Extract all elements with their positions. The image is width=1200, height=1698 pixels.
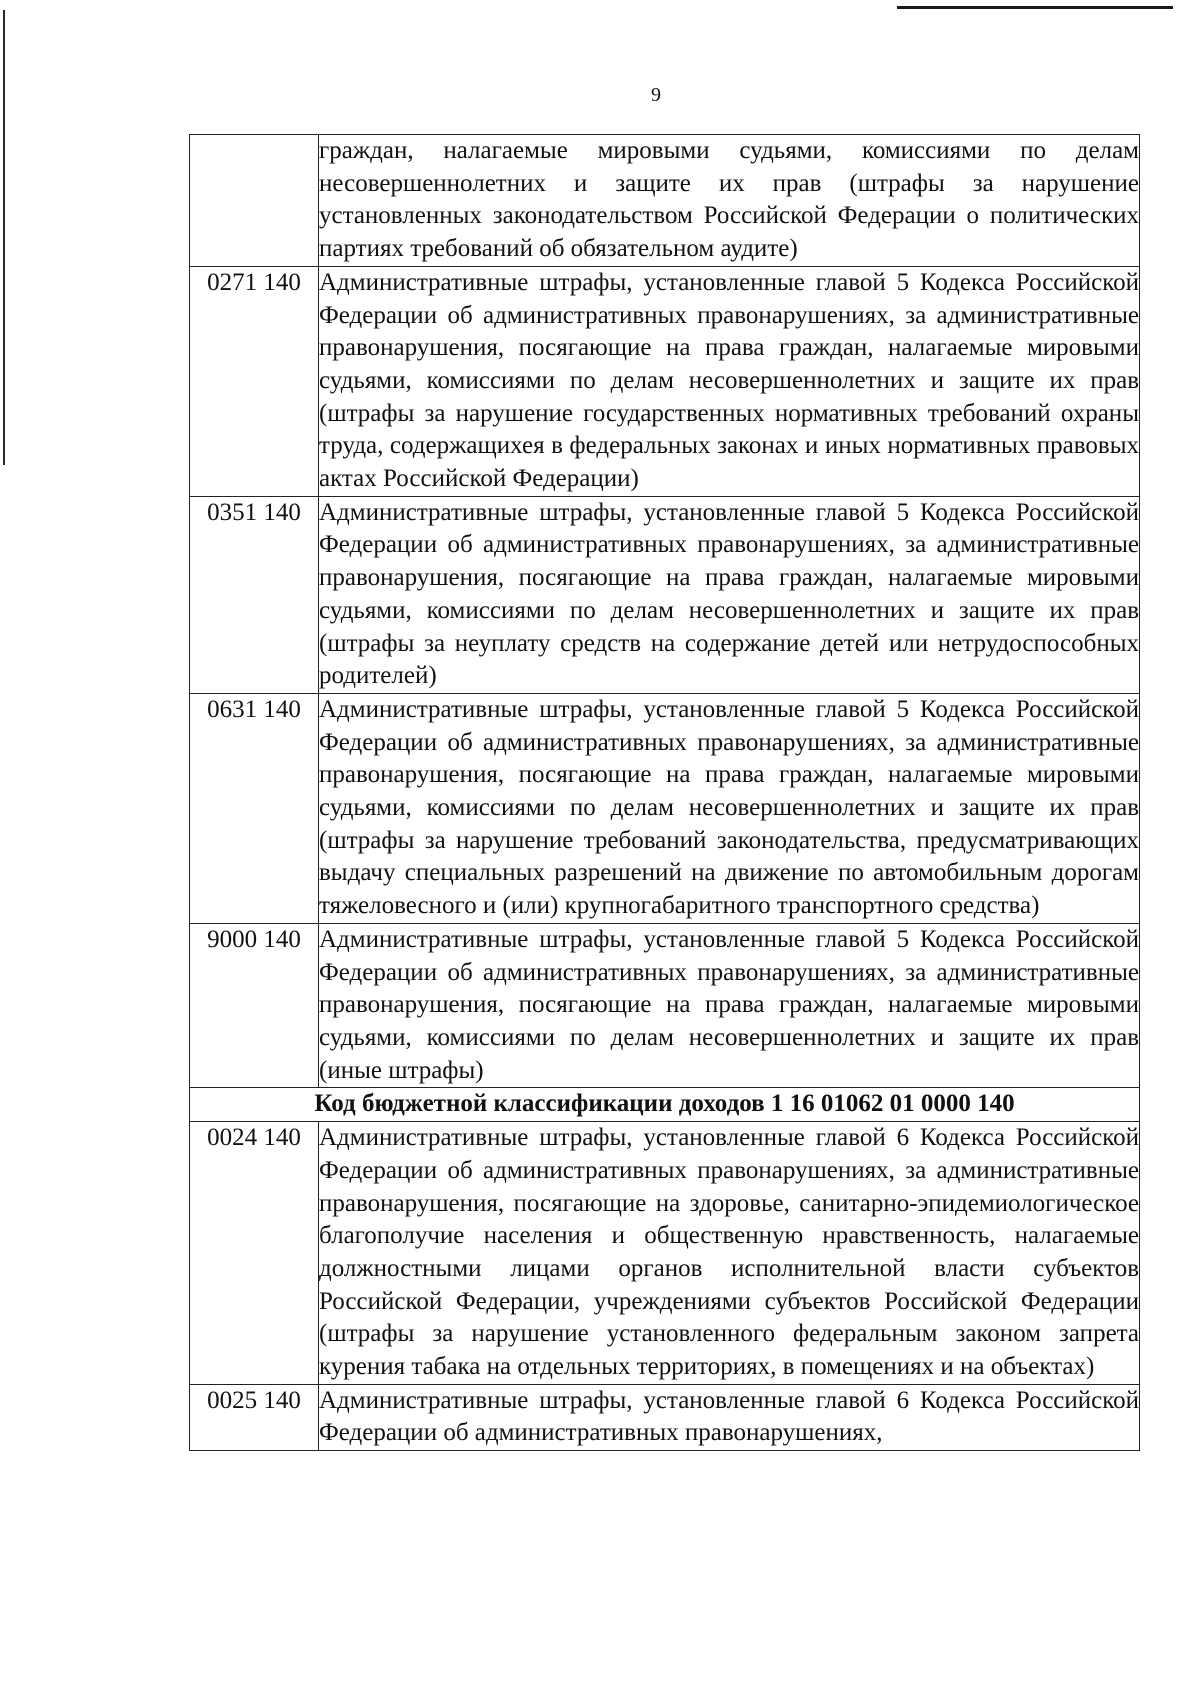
margin-scan-mark [3, 10, 5, 465]
section-heading-row [190, 1088, 1140, 1122]
row-code: 9000 140 [190, 923, 319, 1088]
row-code: 0631 140 [190, 693, 319, 923]
kbk-table [189, 134, 1140, 1451]
row-description: Административные штрафы, установленные главой 5 Кодекса Российской Федерации об административных правонарушениях, за административные правонарушения, посягающие на права граждан, налагаемые мировыми судьями, комиссиями по делам несовершеннолетних и защите их прав (штрафы за нарушение государственных нормативных требований охраны труда, содержащихея в федеральных законах и иных нормативных правовых актах Российской Федерации) [319, 266, 1140, 496]
page-number: 9 [651, 84, 661, 106]
table-row [190, 496, 1140, 693]
row-code: 0351 140 [190, 496, 319, 693]
row-code: 0025 140 [190, 1384, 319, 1450]
section-heading: Код бюджетной классификации доходов 1 16 01062 01 0000 140 [190, 1088, 1140, 1122]
row-code: 0271 140 [190, 266, 319, 496]
row-description: Административные штрафы, установленные главой 6 Кодекса Российской Федерации об административных правонарушениях, [319, 1384, 1140, 1450]
row-description: Административные штрафы, установленные главой 6 Кодекса Российской Федерации об административных правонарушениях, за административные правонарушения, посягающие на здоровье, санитарно-эпидемиологическое благополучие населения и общественную нравственность, налагаемые должностными лицами органов исполнительной власти субъектов Российской Федерации, учреждениями субъектов Российской Федерации (штрафы за нарушение установленного федеральным законом запрета курения табака на отдельных территориях, в помещениях и на объектах) [319, 1122, 1140, 1385]
row-description: Административные штрафы, установленные главой 5 Кодекса Российской Федерации об административных правонарушениях, за административные правонарушения, посягающие на права граждан, налагаемые мировыми судьями, комиссиями по делам несовершеннолетних и защите их прав (штрафы за неуплату средств на содержание детей или нетрудоспособных родителей) [319, 496, 1140, 693]
table-row [190, 1384, 1140, 1450]
row-description: граждан, налагаемые мировыми судьями, комиссиями по делам несовершеннолетних и защите их прав (штрафы за нарушение установленных законодательством Российской Федерации о политических партиях требований об обязательном аудите) [319, 135, 1140, 267]
row-description: Административные штрафы, установленные главой 5 Кодекса Российской Федерации об административных правонарушениях, за административные правонарушения, посягающие на права граждан, налагаемые мировыми судьями, комиссиями по делам несовершеннолетних и защите их прав (штрафы за нарушение требований законодательства, предусматривающих выдачу специальных разрешений на движение по автомобильным дорогам тяжеловесного и (или) крупногабаритного транспортного средства) [319, 693, 1140, 923]
table-row [190, 135, 1140, 267]
table-row [190, 266, 1140, 496]
table-row [190, 923, 1140, 1088]
top-rule [897, 6, 1173, 9]
table-row [190, 1122, 1140, 1385]
row-code [190, 135, 319, 267]
row-description: Административные штрафы, установленные главой 5 Кодекса Российской Федерации об административных правонарушениях, за административные правонарушения, посягающие на права граждан, налагаемые мировыми судьями, комиссиями по делам несовершеннолетних и защите их прав (иные штрафы) [319, 923, 1140, 1088]
row-code: 0024 140 [190, 1122, 319, 1385]
table-row [190, 693, 1140, 923]
